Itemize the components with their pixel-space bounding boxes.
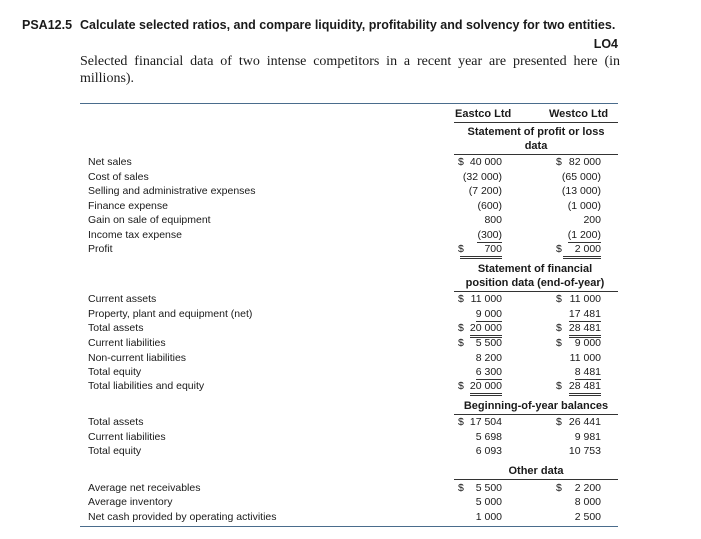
currency-sign: $: [556, 416, 562, 428]
eastco-value: 5 500: [475, 482, 502, 494]
westco-value: (1 000): [567, 200, 601, 212]
eastco-value: (600): [477, 200, 502, 212]
westco-value: 2 000: [563, 243, 601, 259]
currency-sign: $: [458, 416, 464, 428]
eastco-value: 800: [484, 214, 502, 226]
row-label: Selling and administrative expenses: [88, 185, 256, 197]
learning-objective: LO4: [593, 37, 618, 51]
currency-sign: $: [556, 293, 562, 305]
eastco-value: 20 000: [470, 380, 502, 396]
eastco-value: 20 000: [470, 322, 502, 338]
problem-intro: Selected financial data of two intense competitors in a recent year are presented here (in millions).: [80, 54, 620, 86]
eastco-value: 1 000: [475, 511, 502, 523]
westco-value: 10 753: [568, 445, 601, 457]
westco-value: (1 200): [567, 229, 601, 241]
row-label: Net cash provided by operating activities: [88, 511, 277, 523]
section-rule: [454, 154, 618, 155]
table-bottom-rule: [80, 526, 618, 527]
eastco-value: (300): [477, 229, 502, 241]
westco-value: 28 481: [569, 380, 601, 396]
row-label: Profit: [88, 243, 113, 255]
eastco-value: 700: [460, 243, 502, 259]
westco-value: 8 000: [574, 496, 601, 508]
row-label: Average inventory: [88, 496, 173, 508]
westco-value: 28 481: [569, 322, 601, 338]
westco-value: 8 481: [574, 366, 601, 378]
section-rule: [454, 479, 618, 480]
section-profit-or-loss: Statement of profit or loss data: [467, 126, 605, 152]
eastco-value: 5 000: [475, 496, 502, 508]
row-label: Net sales: [88, 156, 132, 168]
eastco-value: 17 504: [469, 416, 502, 428]
section-beginning-balances: Beginning-of-year balances: [463, 400, 609, 412]
currency-sign: $: [556, 482, 562, 494]
problem-code: PSA12.5: [22, 18, 73, 32]
problem-heading: [22, 18, 615, 32]
section-financial-position: Statement of financial position data (end-of-year): [465, 263, 605, 289]
row-label: Current assets: [88, 293, 157, 305]
eastco-value: 11 000: [470, 293, 502, 305]
currency-sign: $: [556, 322, 562, 334]
westco-value: 11 000: [569, 352, 601, 364]
column-header-eastco: Eastco Ltd: [455, 108, 512, 120]
currency-sign: $: [458, 293, 464, 305]
currency-sign: $: [458, 337, 464, 349]
row-label: Total equity: [88, 445, 142, 457]
eastco-value: 6 300: [475, 366, 502, 378]
currency-sign: $: [458, 380, 464, 392]
row-label: Total assets: [88, 322, 144, 334]
row-label: Non-current liabilities: [88, 352, 187, 364]
section-rule: [454, 414, 618, 415]
column-header-rule: [454, 122, 618, 123]
eastco-value: 5 698: [475, 431, 502, 443]
section-rule: [454, 291, 618, 292]
row-label: Income tax expense: [88, 229, 182, 241]
row-label: Finance expense: [88, 200, 168, 212]
row-label: Current liabilities: [88, 431, 166, 443]
westco-value: (65 000): [561, 171, 601, 183]
row-label: Current liabilities: [88, 337, 166, 349]
westco-value: (13 000): [561, 185, 601, 197]
section-other-data: Other data: [508, 465, 564, 477]
row-label: Average net receivables: [88, 482, 201, 494]
row-label: Total liabilities and equity: [88, 380, 205, 392]
problem-title: Calculate selected ratios, and compare liquidity, profitability and solvency for two entities.: [80, 18, 616, 32]
eastco-value: 6 093: [475, 445, 502, 457]
column-header-westco: Westco Ltd: [549, 108, 609, 120]
eastco-value: 5 500: [475, 337, 502, 349]
westco-value: 17 481: [568, 308, 601, 320]
westco-value: 200: [583, 214, 601, 226]
westco-value: 9 000: [574, 337, 601, 349]
eastco-value: 8 200: [475, 352, 502, 364]
westco-value: 9 981: [574, 431, 601, 443]
westco-value: 11 000: [569, 293, 601, 305]
currency-sign: $: [556, 156, 562, 168]
westco-value: 82 000: [568, 156, 601, 168]
currency-sign: $: [556, 337, 562, 349]
currency-sign: $: [458, 482, 464, 494]
westco-value: 2 500: [574, 511, 601, 523]
eastco-value: 9 000: [475, 308, 502, 320]
eastco-value: (7 200): [468, 185, 502, 197]
row-label: Gain on sale of equipment: [88, 214, 211, 226]
eastco-value: (32 000): [462, 171, 502, 183]
currency-sign: $: [458, 243, 464, 255]
westco-value: 26 441: [568, 416, 601, 428]
currency-sign: $: [458, 156, 464, 168]
currency-sign: $: [556, 380, 562, 392]
row-label: Property, plant and equipment (net): [88, 308, 253, 320]
eastco-value: 40 000: [469, 156, 502, 168]
westco-value: 2 200: [574, 482, 601, 494]
row-label: Total assets: [88, 416, 144, 428]
row-label: Total equity: [88, 366, 142, 378]
currency-sign: $: [556, 243, 562, 255]
table-top-rule: [80, 103, 618, 104]
currency-sign: $: [458, 322, 464, 334]
row-label: Cost of sales: [88, 171, 149, 183]
